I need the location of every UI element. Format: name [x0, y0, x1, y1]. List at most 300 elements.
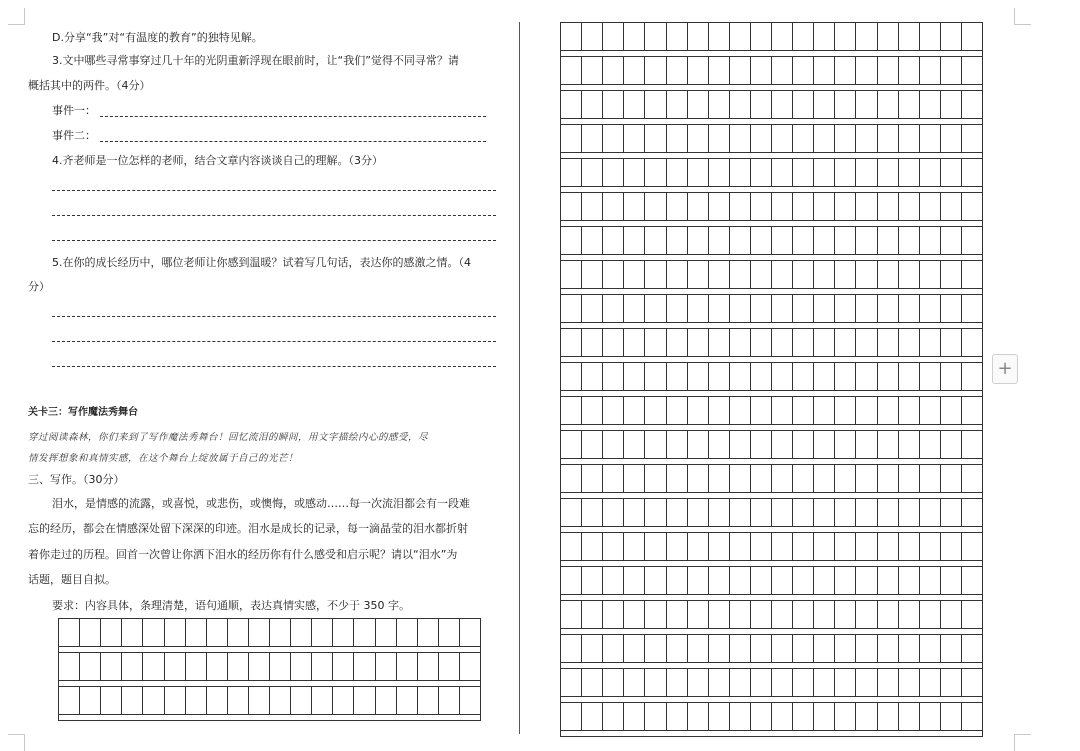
- grid-cell[interactable]: [561, 669, 582, 697]
- grid-cell[interactable]: [751, 193, 772, 221]
- grid-cell[interactable]: [941, 227, 962, 255]
- grid-cell[interactable]: [793, 295, 814, 323]
- grid-cell[interactable]: [962, 703, 983, 731]
- grid-cell[interactable]: [312, 687, 333, 715]
- grid-cell[interactable]: [920, 465, 941, 493]
- grid-cell[interactable]: [920, 601, 941, 629]
- grid-cell[interactable]: [603, 363, 624, 391]
- grid-cell[interactable]: [165, 653, 186, 681]
- grid-cell[interactable]: [920, 125, 941, 153]
- grid-cell[interactable]: [941, 533, 962, 561]
- grid-cell[interactable]: [582, 567, 603, 595]
- grid-cell[interactable]: [709, 91, 730, 119]
- grid-cell[interactable]: [730, 703, 751, 731]
- question-5-answer-line[interactable]: [52, 316, 496, 317]
- grid-cell[interactable]: [709, 601, 730, 629]
- grid-cell[interactable]: [645, 23, 666, 51]
- grid-cell[interactable]: [920, 261, 941, 289]
- grid-cell[interactable]: [751, 261, 772, 289]
- grid-cell[interactable]: [814, 567, 835, 595]
- grid-cell[interactable]: [772, 261, 793, 289]
- grid-cell[interactable]: [793, 159, 814, 187]
- grid-cell[interactable]: [603, 669, 624, 697]
- grid-cell[interactable]: [793, 329, 814, 357]
- grid-cell[interactable]: [962, 635, 983, 663]
- grid-cell[interactable]: [814, 465, 835, 493]
- grid-cell[interactable]: [667, 431, 688, 459]
- grid-cell[interactable]: [941, 397, 962, 425]
- grid-cell[interactable]: [962, 261, 983, 289]
- grid-cell[interactable]: [460, 653, 481, 681]
- grid-cell[interactable]: [899, 363, 920, 391]
- grid-cell[interactable]: [730, 601, 751, 629]
- grid-cell[interactable]: [709, 669, 730, 697]
- grid-cell[interactable]: [561, 159, 582, 187]
- grid-cell[interactable]: [835, 499, 856, 527]
- grid-cell[interactable]: [561, 635, 582, 663]
- grid-cell[interactable]: [814, 57, 835, 85]
- grid-cell[interactable]: [730, 227, 751, 255]
- grid-cell[interactable]: [645, 703, 666, 731]
- grid-cell[interactable]: [751, 23, 772, 51]
- grid-cell[interactable]: [688, 125, 709, 153]
- grid-cell[interactable]: [856, 57, 877, 85]
- grid-cell[interactable]: [582, 533, 603, 561]
- grid-cell[interactable]: [561, 431, 582, 459]
- grid-cell[interactable]: [814, 125, 835, 153]
- grid-cell[interactable]: [962, 499, 983, 527]
- grid-cell[interactable]: [397, 687, 418, 715]
- grid-cell[interactable]: [920, 669, 941, 697]
- grid-cell[interactable]: [835, 227, 856, 255]
- grid-cell[interactable]: [878, 465, 899, 493]
- grid-cell[interactable]: [751, 601, 772, 629]
- grid-cell[interactable]: [603, 329, 624, 357]
- grid-cell[interactable]: [645, 57, 666, 85]
- grid-cell[interactable]: [941, 635, 962, 663]
- grid-cell[interactable]: [603, 465, 624, 493]
- grid-cell[interactable]: [814, 363, 835, 391]
- grid-cell[interactable]: [941, 91, 962, 119]
- grid-cell[interactable]: [688, 703, 709, 731]
- grid-cell[interactable]: [920, 57, 941, 85]
- grid-cell[interactable]: [603, 159, 624, 187]
- grid-cell[interactable]: [376, 619, 397, 647]
- grid-cell[interactable]: [814, 431, 835, 459]
- grid-cell[interactable]: [920, 295, 941, 323]
- grid-cell[interactable]: [814, 635, 835, 663]
- grid-cell[interactable]: [667, 635, 688, 663]
- grid-cell[interactable]: [582, 329, 603, 357]
- grid-cell[interactable]: [207, 653, 228, 681]
- grid-cell[interactable]: [59, 619, 80, 647]
- grid-cell[interactable]: [709, 193, 730, 221]
- grid-cell[interactable]: [941, 431, 962, 459]
- grid-cell[interactable]: [878, 431, 899, 459]
- grid-cell[interactable]: [814, 533, 835, 561]
- grid-cell[interactable]: [772, 193, 793, 221]
- grid-cell[interactable]: [603, 499, 624, 527]
- grid-cell[interactable]: [793, 397, 814, 425]
- grid-cell[interactable]: [667, 261, 688, 289]
- grid-cell[interactable]: [667, 295, 688, 323]
- grid-cell[interactable]: [624, 533, 645, 561]
- grid-cell[interactable]: [878, 57, 899, 85]
- grid-cell[interactable]: [186, 653, 207, 681]
- grid-cell[interactable]: [751, 635, 772, 663]
- grid-cell[interactable]: [624, 159, 645, 187]
- grid-cell[interactable]: [582, 57, 603, 85]
- grid-cell[interactable]: [582, 159, 603, 187]
- grid-cell[interactable]: [751, 363, 772, 391]
- grid-cell[interactable]: [856, 227, 877, 255]
- grid-cell[interactable]: [962, 669, 983, 697]
- grid-cell[interactable]: [751, 465, 772, 493]
- grid-cell[interactable]: [920, 431, 941, 459]
- grid-cell[interactable]: [962, 397, 983, 425]
- grid-cell[interactable]: [688, 159, 709, 187]
- grid-cell[interactable]: [899, 329, 920, 357]
- grid-cell[interactable]: [624, 499, 645, 527]
- grid-cell[interactable]: [772, 125, 793, 153]
- grid-cell[interactable]: [624, 635, 645, 663]
- grid-cell[interactable]: [582, 397, 603, 425]
- grid-cell[interactable]: [751, 159, 772, 187]
- grid-cell[interactable]: [688, 397, 709, 425]
- grid-cell[interactable]: [814, 261, 835, 289]
- grid-cell[interactable]: [582, 601, 603, 629]
- grid-cell[interactable]: [772, 431, 793, 459]
- grid-cell[interactable]: [814, 227, 835, 255]
- grid-cell[interactable]: [582, 465, 603, 493]
- grid-cell[interactable]: [793, 601, 814, 629]
- grid-cell[interactable]: [751, 125, 772, 153]
- grid-cell[interactable]: [772, 635, 793, 663]
- grid-cell[interactable]: [835, 465, 856, 493]
- grid-cell[interactable]: [667, 567, 688, 595]
- grid-cell[interactable]: [624, 57, 645, 85]
- grid-cell[interactable]: [899, 499, 920, 527]
- grid-cell[interactable]: [80, 687, 101, 715]
- grid-cell[interactable]: [561, 57, 582, 85]
- grid-cell[interactable]: [312, 619, 333, 647]
- grid-cell[interactable]: [667, 533, 688, 561]
- grid-cell[interactable]: [962, 91, 983, 119]
- grid-cell[interactable]: [624, 601, 645, 629]
- grid-cell[interactable]: [772, 91, 793, 119]
- grid-cell[interactable]: [941, 601, 962, 629]
- grid-cell[interactable]: [856, 635, 877, 663]
- grid-cell[interactable]: [730, 23, 751, 51]
- grid-cell[interactable]: [688, 567, 709, 595]
- grid-cell[interactable]: [624, 23, 645, 51]
- grid-cell[interactable]: [962, 533, 983, 561]
- grid-cell[interactable]: [207, 619, 228, 647]
- grid-cell[interactable]: [878, 533, 899, 561]
- grid-cell[interactable]: [645, 601, 666, 629]
- grid-cell[interactable]: [603, 193, 624, 221]
- grid-cell[interactable]: [207, 687, 228, 715]
- grid-cell[interactable]: [878, 601, 899, 629]
- grid-cell[interactable]: [856, 23, 877, 51]
- grid-cell[interactable]: [624, 329, 645, 357]
- grid-cell[interactable]: [561, 533, 582, 561]
- grid-cell[interactable]: [645, 397, 666, 425]
- grid-cell[interactable]: [814, 703, 835, 731]
- grid-cell[interactable]: [941, 669, 962, 697]
- grid-cell[interactable]: [835, 397, 856, 425]
- grid-cell[interactable]: [899, 57, 920, 85]
- grid-cell[interactable]: [709, 465, 730, 493]
- grid-cell[interactable]: [962, 295, 983, 323]
- grid-cell[interactable]: [582, 295, 603, 323]
- grid-cell[interactable]: [730, 431, 751, 459]
- grid-cell[interactable]: [899, 227, 920, 255]
- grid-cell[interactable]: [270, 687, 291, 715]
- grid-cell[interactable]: [667, 227, 688, 255]
- grid-cell[interactable]: [624, 295, 645, 323]
- grid-cell[interactable]: [582, 125, 603, 153]
- grid-cell[interactable]: [603, 397, 624, 425]
- grid-cell[interactable]: [920, 363, 941, 391]
- grid-cell[interactable]: [814, 193, 835, 221]
- grid-cell[interactable]: [59, 653, 80, 681]
- grid-cell[interactable]: [603, 227, 624, 255]
- grid-cell[interactable]: [793, 465, 814, 493]
- grid-cell[interactable]: [228, 619, 249, 647]
- grid-cell[interactable]: [899, 635, 920, 663]
- grid-cell[interactable]: [751, 295, 772, 323]
- grid-cell[interactable]: [667, 329, 688, 357]
- grid-cell[interactable]: [814, 329, 835, 357]
- grid-cell[interactable]: [291, 653, 312, 681]
- grid-cell[interactable]: [730, 261, 751, 289]
- question-4-answer-line[interactable]: [52, 190, 496, 191]
- grid-cell[interactable]: [709, 125, 730, 153]
- grid-cell[interactable]: [645, 465, 666, 493]
- grid-cell[interactable]: [920, 193, 941, 221]
- grid-cell[interactable]: [772, 567, 793, 595]
- grid-cell[interactable]: [835, 533, 856, 561]
- grid-cell[interactable]: [772, 669, 793, 697]
- question-5-answer-line[interactable]: [52, 366, 496, 367]
- grid-cell[interactable]: [624, 125, 645, 153]
- grid-cell[interactable]: [730, 363, 751, 391]
- grid-cell[interactable]: [835, 91, 856, 119]
- grid-cell[interactable]: [856, 703, 877, 731]
- grid-cell[interactable]: [835, 601, 856, 629]
- grid-cell[interactable]: [751, 91, 772, 119]
- grid-cell[interactable]: [667, 601, 688, 629]
- grid-cell[interactable]: [772, 23, 793, 51]
- grid-cell[interactable]: [688, 635, 709, 663]
- grid-cell[interactable]: [962, 227, 983, 255]
- grid-cell[interactable]: [418, 653, 439, 681]
- grid-cell[interactable]: [878, 329, 899, 357]
- grid-cell[interactable]: [667, 91, 688, 119]
- grid-cell[interactable]: [354, 619, 375, 647]
- grid-cell[interactable]: [80, 619, 101, 647]
- grid-cell[interactable]: [186, 619, 207, 647]
- grid-cell[interactable]: [165, 619, 186, 647]
- grid-cell[interactable]: [856, 363, 877, 391]
- grid-cell[interactable]: [899, 465, 920, 493]
- grid-cell[interactable]: [667, 57, 688, 85]
- grid-cell[interactable]: [667, 363, 688, 391]
- grid-cell[interactable]: [772, 227, 793, 255]
- grid-cell[interactable]: [624, 193, 645, 221]
- grid-cell[interactable]: [561, 397, 582, 425]
- grid-cell[interactable]: [561, 499, 582, 527]
- grid-cell[interactable]: [962, 193, 983, 221]
- grid-cell[interactable]: [878, 703, 899, 731]
- grid-cell[interactable]: [878, 295, 899, 323]
- grid-cell[interactable]: [962, 329, 983, 357]
- grid-cell[interactable]: [772, 465, 793, 493]
- grid-cell[interactable]: [835, 703, 856, 731]
- grid-cell[interactable]: [751, 329, 772, 357]
- grid-cell[interactable]: [814, 91, 835, 119]
- grid-cell[interactable]: [730, 567, 751, 595]
- grid-cell[interactable]: [228, 687, 249, 715]
- grid-cell[interactable]: [751, 57, 772, 85]
- grid-cell[interactable]: [856, 91, 877, 119]
- grid-cell[interactable]: [899, 703, 920, 731]
- grid-cell[interactable]: [793, 669, 814, 697]
- grid-cell[interactable]: [835, 567, 856, 595]
- grid-cell[interactable]: [582, 193, 603, 221]
- grid-cell[interactable]: [772, 533, 793, 561]
- grid-cell[interactable]: [603, 533, 624, 561]
- grid-cell[interactable]: [899, 669, 920, 697]
- grid-cell[interactable]: [920, 91, 941, 119]
- grid-cell[interactable]: [561, 23, 582, 51]
- grid-cell[interactable]: [645, 431, 666, 459]
- grid-cell[interactable]: [751, 227, 772, 255]
- grid-cell[interactable]: [856, 125, 877, 153]
- grid-cell[interactable]: [793, 227, 814, 255]
- grid-cell[interactable]: [709, 363, 730, 391]
- grid-cell[interactable]: [835, 669, 856, 697]
- grid-cell[interactable]: [878, 159, 899, 187]
- grid-cell[interactable]: [122, 653, 143, 681]
- grid-cell[interactable]: [709, 227, 730, 255]
- grid-cell[interactable]: [688, 295, 709, 323]
- grid-cell[interactable]: [941, 295, 962, 323]
- grid-cell[interactable]: [730, 329, 751, 357]
- grid-cell[interactable]: [101, 653, 122, 681]
- grid-cell[interactable]: [730, 125, 751, 153]
- grid-cell[interactable]: [835, 57, 856, 85]
- grid-cell[interactable]: [793, 431, 814, 459]
- grid-cell[interactable]: [856, 261, 877, 289]
- grid-cell[interactable]: [582, 703, 603, 731]
- grid-cell[interactable]: [333, 653, 354, 681]
- grid-cell[interactable]: [793, 567, 814, 595]
- grid-cell[interactable]: [878, 227, 899, 255]
- grid-cell[interactable]: [561, 465, 582, 493]
- writing-grid-left[interactable]: [58, 618, 481, 721]
- grid-cell[interactable]: [772, 363, 793, 391]
- grid-cell[interactable]: [561, 227, 582, 255]
- grid-cell[interactable]: [730, 499, 751, 527]
- grid-cell[interactable]: [899, 533, 920, 561]
- question-4-answer-line[interactable]: [52, 240, 496, 241]
- grid-cell[interactable]: [814, 397, 835, 425]
- add-button[interactable]: +: [992, 354, 1018, 384]
- grid-cell[interactable]: [941, 329, 962, 357]
- grid-cell[interactable]: [941, 261, 962, 289]
- grid-cell[interactable]: [772, 601, 793, 629]
- grid-cell[interactable]: [603, 91, 624, 119]
- grid-cell[interactable]: [624, 431, 645, 459]
- grid-cell[interactable]: [730, 57, 751, 85]
- grid-cell[interactable]: [186, 687, 207, 715]
- grid-cell[interactable]: [624, 669, 645, 697]
- grid-cell[interactable]: [561, 91, 582, 119]
- grid-cell[interactable]: [624, 465, 645, 493]
- grid-cell[interactable]: [920, 533, 941, 561]
- grid-cell[interactable]: [688, 431, 709, 459]
- grid-cell[interactable]: [709, 499, 730, 527]
- grid-cell[interactable]: [667, 193, 688, 221]
- question-5-answer-line[interactable]: [52, 341, 496, 342]
- grid-cell[interactable]: [899, 193, 920, 221]
- grid-cell[interactable]: [228, 653, 249, 681]
- grid-cell[interactable]: [624, 227, 645, 255]
- grid-cell[interactable]: [688, 91, 709, 119]
- grid-cell[interactable]: [688, 193, 709, 221]
- grid-cell[interactable]: [709, 159, 730, 187]
- grid-cell[interactable]: [878, 363, 899, 391]
- grid-cell[interactable]: [624, 91, 645, 119]
- grid-cell[interactable]: [101, 619, 122, 647]
- grid-cell[interactable]: [582, 23, 603, 51]
- grid-cell[interactable]: [645, 193, 666, 221]
- grid-cell[interactable]: [793, 703, 814, 731]
- grid-cell[interactable]: [835, 635, 856, 663]
- grid-cell[interactable]: [856, 431, 877, 459]
- grid-cell[interactable]: [645, 635, 666, 663]
- grid-cell[interactable]: [899, 567, 920, 595]
- grid-cell[interactable]: [645, 91, 666, 119]
- grid-cell[interactable]: [772, 57, 793, 85]
- grid-cell[interactable]: [709, 295, 730, 323]
- grid-cell[interactable]: [920, 159, 941, 187]
- grid-cell[interactable]: [270, 619, 291, 647]
- grid-cell[interactable]: [751, 669, 772, 697]
- grid-cell[interactable]: [354, 653, 375, 681]
- grid-cell[interactable]: [793, 91, 814, 119]
- grid-cell[interactable]: [709, 567, 730, 595]
- grid-cell[interactable]: [814, 601, 835, 629]
- grid-cell[interactable]: [878, 261, 899, 289]
- grid-cell[interactable]: [603, 261, 624, 289]
- grid-cell[interactable]: [793, 193, 814, 221]
- grid-cell[interactable]: [793, 363, 814, 391]
- grid-cell[interactable]: [878, 567, 899, 595]
- grid-cell[interactable]: [561, 261, 582, 289]
- writing-grid-right[interactable]: [560, 22, 983, 737]
- grid-cell[interactable]: [603, 635, 624, 663]
- grid-cell[interactable]: [624, 261, 645, 289]
- grid-cell[interactable]: [730, 635, 751, 663]
- grid-cell[interactable]: [920, 329, 941, 357]
- grid-cell[interactable]: [122, 619, 143, 647]
- grid-cell[interactable]: [730, 193, 751, 221]
- grid-cell[interactable]: [730, 669, 751, 697]
- grid-cell[interactable]: [941, 159, 962, 187]
